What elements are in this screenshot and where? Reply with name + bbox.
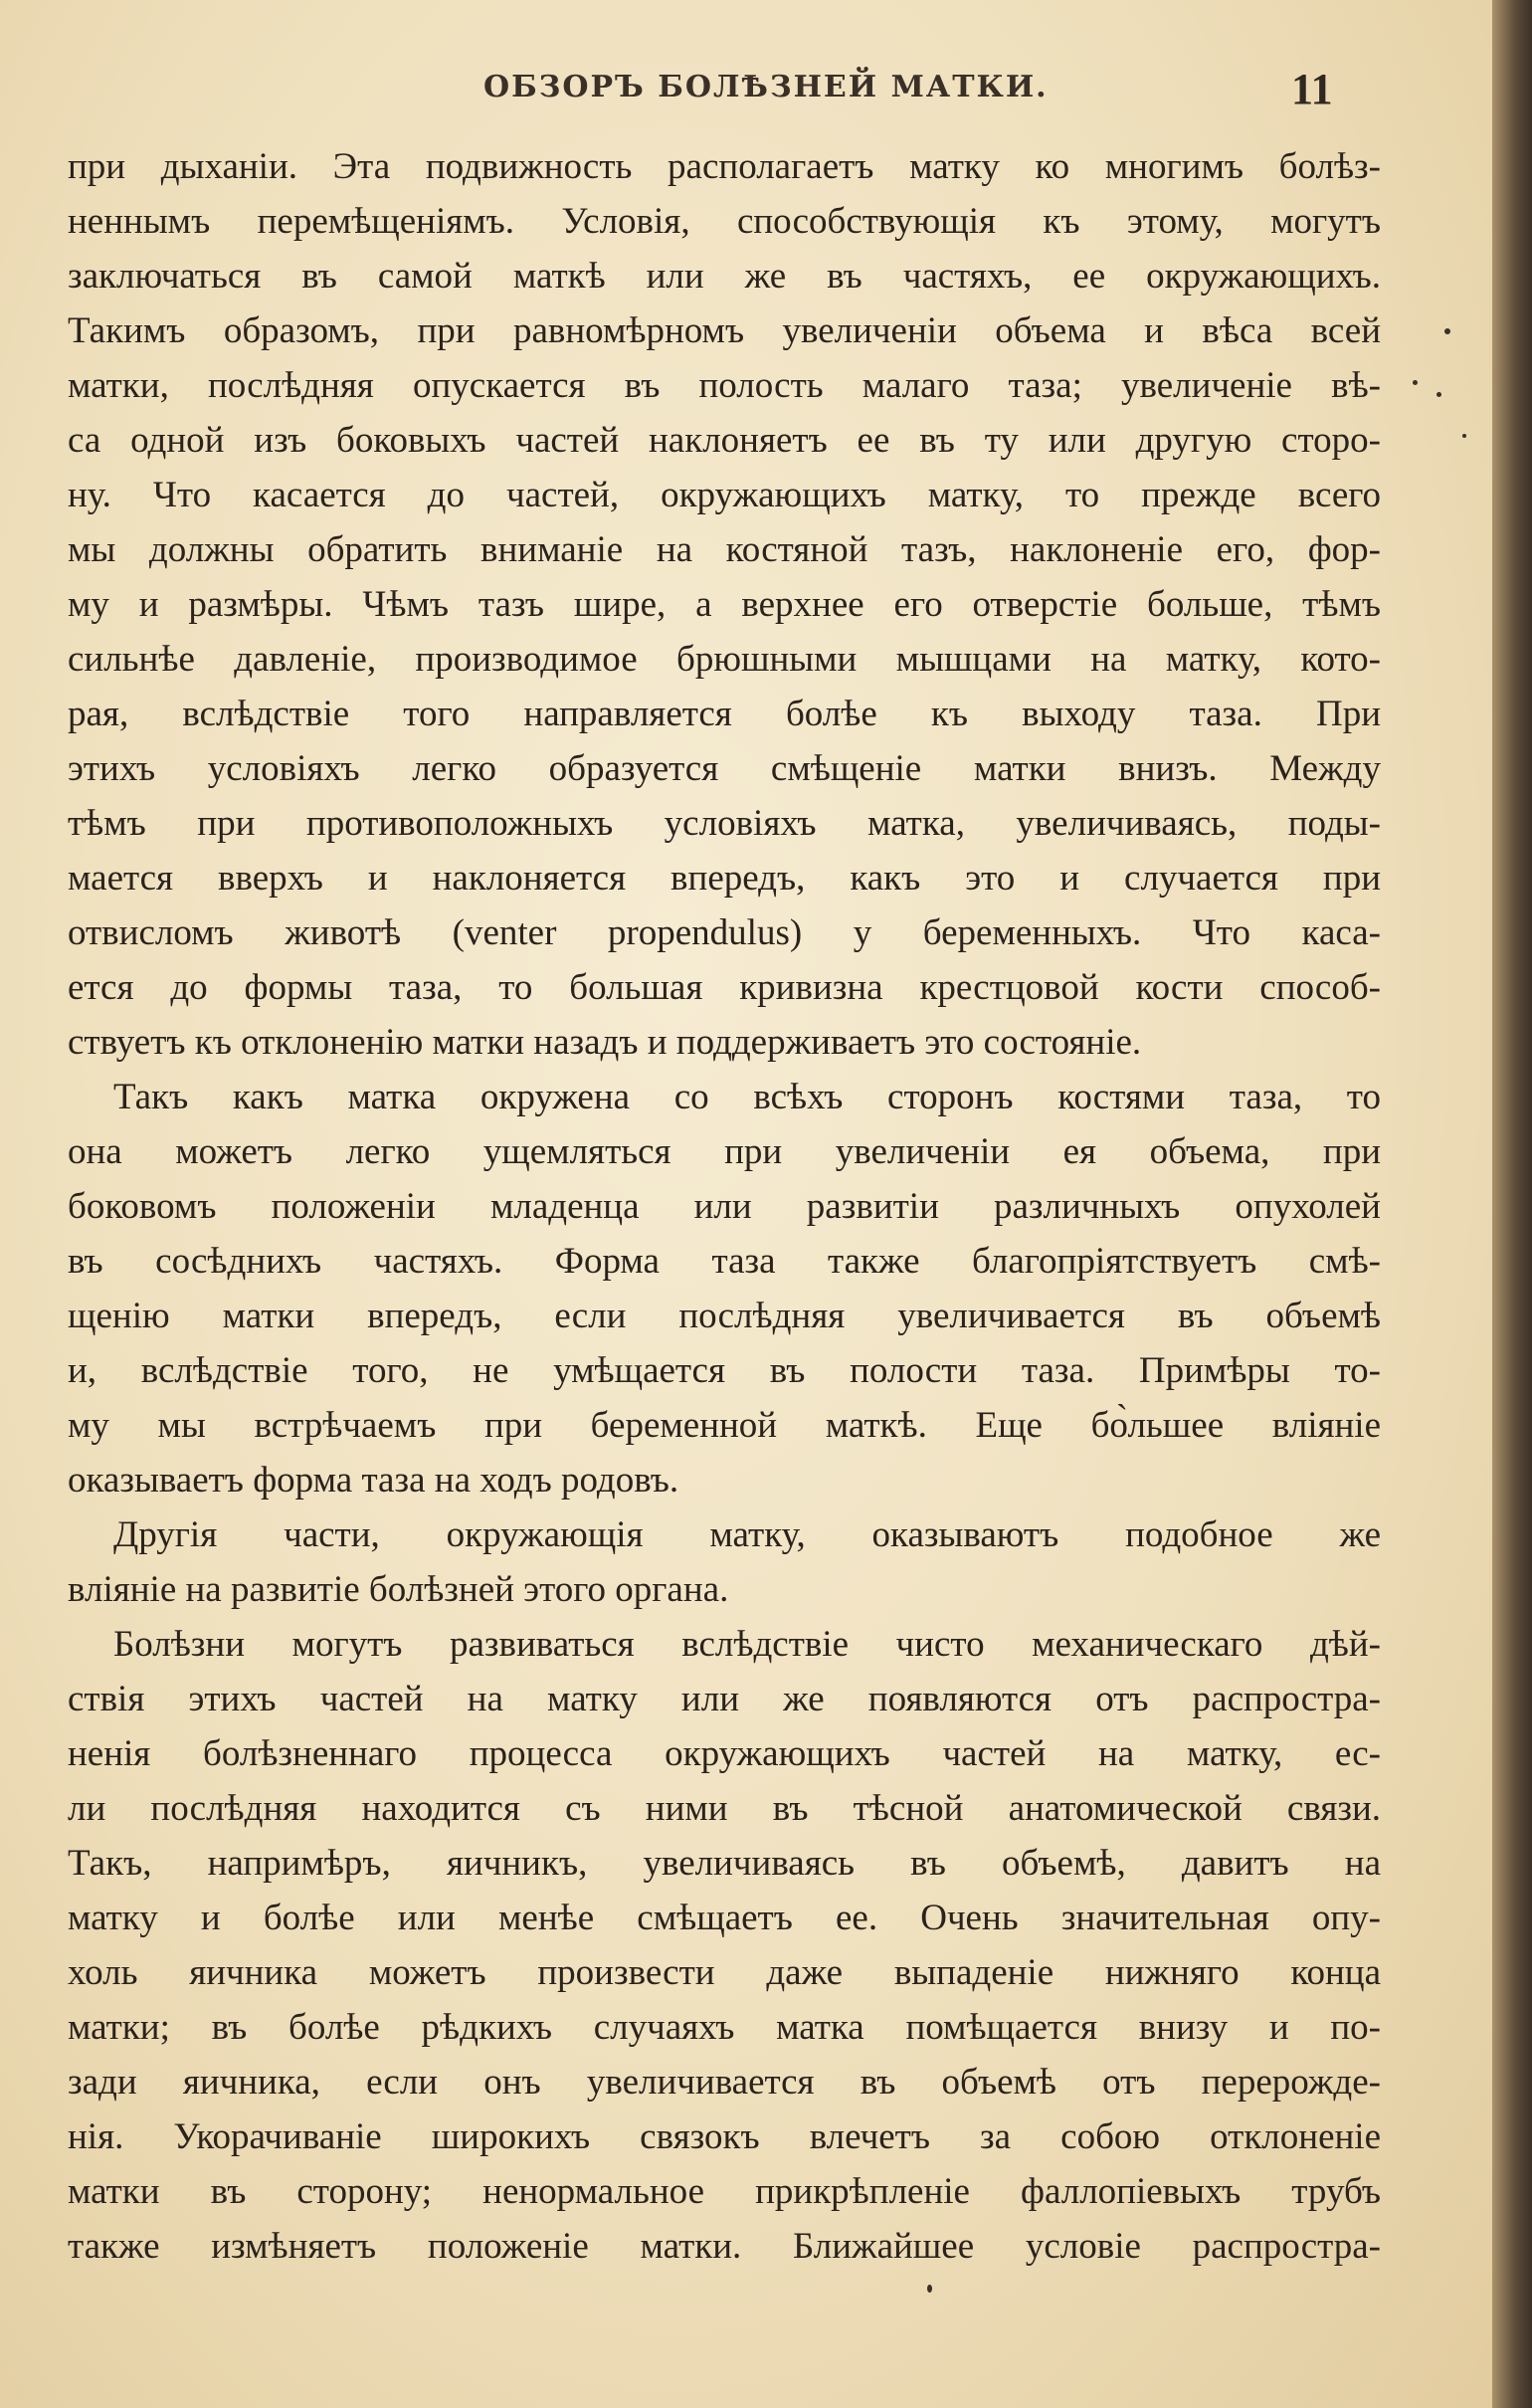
text-line: она можетъ легко ущемляться при увеличеніи ея объема, при — [68, 1131, 1381, 1172]
text-line: му мы встрѣчаемъ при беременной маткѣ. Еще бо̀льшее вліяніе — [68, 1405, 1381, 1446]
text-line: нія. Укорачиваніе широкихъ связокъ влечетъ за собою отклоненіе — [68, 2116, 1381, 2157]
text-line: этихъ условіяхъ легко образуется смѣщеніе матки внизъ. Между — [68, 748, 1381, 789]
ink-speck — [927, 2285, 932, 2293]
text-line: са одной изъ боковыхъ частей наклоняетъ ее въ ту или другую сторо- — [68, 420, 1381, 461]
text-line: Такъ какъ матка окружена со всѣхъ сторонъ костями таза, то — [113, 1077, 1381, 1117]
text-line: при дыханіи. Эта подвижность располагаетъ матку ко многимъ болѣз- — [68, 146, 1381, 187]
text-line: холь яичника можетъ произвести даже выпаденіе нижняго конца — [68, 1952, 1381, 1993]
text-line: Болѣзни могутъ развиваться вслѣдствіе чисто механическаго дѣй- — [113, 1624, 1381, 1665]
text-line: вліяніе на развитіе болѣзней этого органа. — [68, 1569, 729, 1610]
text-line: ствія этихъ частей на матку или же появляются отъ распростра- — [68, 1679, 1381, 1719]
ink-speck — [1462, 434, 1466, 438]
text-line: заключаться въ самой маткѣ или же въ частяхъ, ее окружающихъ. — [68, 256, 1381, 297]
body-text — [68, 139, 1381, 2274]
text-line: тѣмъ при противоположныхъ условіяхъ матка, увеличиваясь, поды- — [68, 803, 1381, 844]
text-line: ну. Что касается до частей, окружающихъ матку, то прежде всего — [68, 475, 1381, 515]
text-line: неннымъ перемѣщеніямъ. Условія, способствующія къ этому, могутъ — [68, 201, 1381, 242]
text-line: му и размѣры. Чѣмъ тазъ шире, а верхнее его отверстіе больше, тѣмъ — [68, 584, 1381, 625]
text-line: оказываетъ форма таза на ходъ родовъ. — [68, 1460, 679, 1501]
text-line: матку и болѣе или менѣе смѣщаетъ ее. Очень значительная опу- — [68, 1898, 1381, 1938]
text-line: мается вверхъ и наклоняется впередъ, какъ это и случается при — [68, 858, 1381, 899]
text-line: зади яичника, если онъ увеличивается въ объемѣ отъ перерожде- — [68, 2062, 1381, 2103]
text-line: матки, послѣдняя опускается въ полость малаго таза; увеличеніе вѣ- — [68, 365, 1381, 406]
text-line: ствуетъ къ отклоненію матки назадъ и поддерживаетъ это состояніе. — [68, 1022, 1142, 1063]
text-line: матки; въ болѣе рѣдкихъ случаяхъ матка помѣщается внизу и по- — [68, 2007, 1381, 2048]
ink-speck — [1436, 392, 1441, 397]
ink-speck — [1444, 328, 1450, 334]
running-head — [0, 65, 1492, 113]
text-line: мы должны обратить вниманіе на костяной тазъ, наклоненіе его, фор- — [68, 529, 1381, 570]
text-line: отвисломъ животѣ (venter propendulus) у беременныхъ. Что каса- — [68, 912, 1381, 953]
text-line: Такъ, напримѣръ, яичникъ, увеличиваясь въ объемѣ, давитъ на — [68, 1843, 1381, 1884]
text-line: также измѣняетъ положеніе матки. Ближайшее условіе распростра- — [68, 2226, 1381, 2267]
text-line: матки въ сторону; ненормальное прикрѣпленіе фаллопіевыхъ трубъ — [68, 2171, 1381, 2212]
text-line: ненія болѣзненнаго процесса окружающихъ частей на матку, ес- — [68, 1733, 1381, 1774]
text-line: сильнѣе давленіе, производимое брюшными мышцами на матку, кото- — [68, 639, 1381, 680]
text-line: щенію матки впередъ, если послѣдняя увеличивается въ объемѣ — [68, 1296, 1381, 1336]
text-line: ется до формы таза, то большая кривизна крестцовой кости способ- — [68, 967, 1381, 1008]
text-line: въ сосѣднихъ частяхъ. Форма таза также благопріятствуетъ смѣ- — [68, 1241, 1381, 1282]
text-line: ли послѣдняя находится съ ними въ тѣсной анатомической связи. — [68, 1788, 1381, 1829]
running-title: ОБЗОРЪ БОЛѢЗНЕЙ МАТКИ. — [483, 70, 1049, 104]
text-line: Другія части, окружающія матку, оказываютъ подобное же — [113, 1514, 1381, 1555]
text-line: и, вслѣдствіе того, не умѣщается въ полости таза. Примѣры то- — [68, 1350, 1381, 1391]
ink-speck — [1413, 380, 1418, 385]
text-line: рая, вслѣдствіе того направляется болѣе къ выходу таза. При — [68, 694, 1381, 734]
text-line: боковомъ положеніи младенца или развитіи различныхъ опухолей — [68, 1186, 1381, 1227]
text-line: Такимъ образомъ, при равномѣрномъ увеличеніи объема и вѣса всей — [68, 310, 1381, 351]
book-spine — [1492, 0, 1532, 2408]
page-number: 11 — [1291, 65, 1333, 113]
